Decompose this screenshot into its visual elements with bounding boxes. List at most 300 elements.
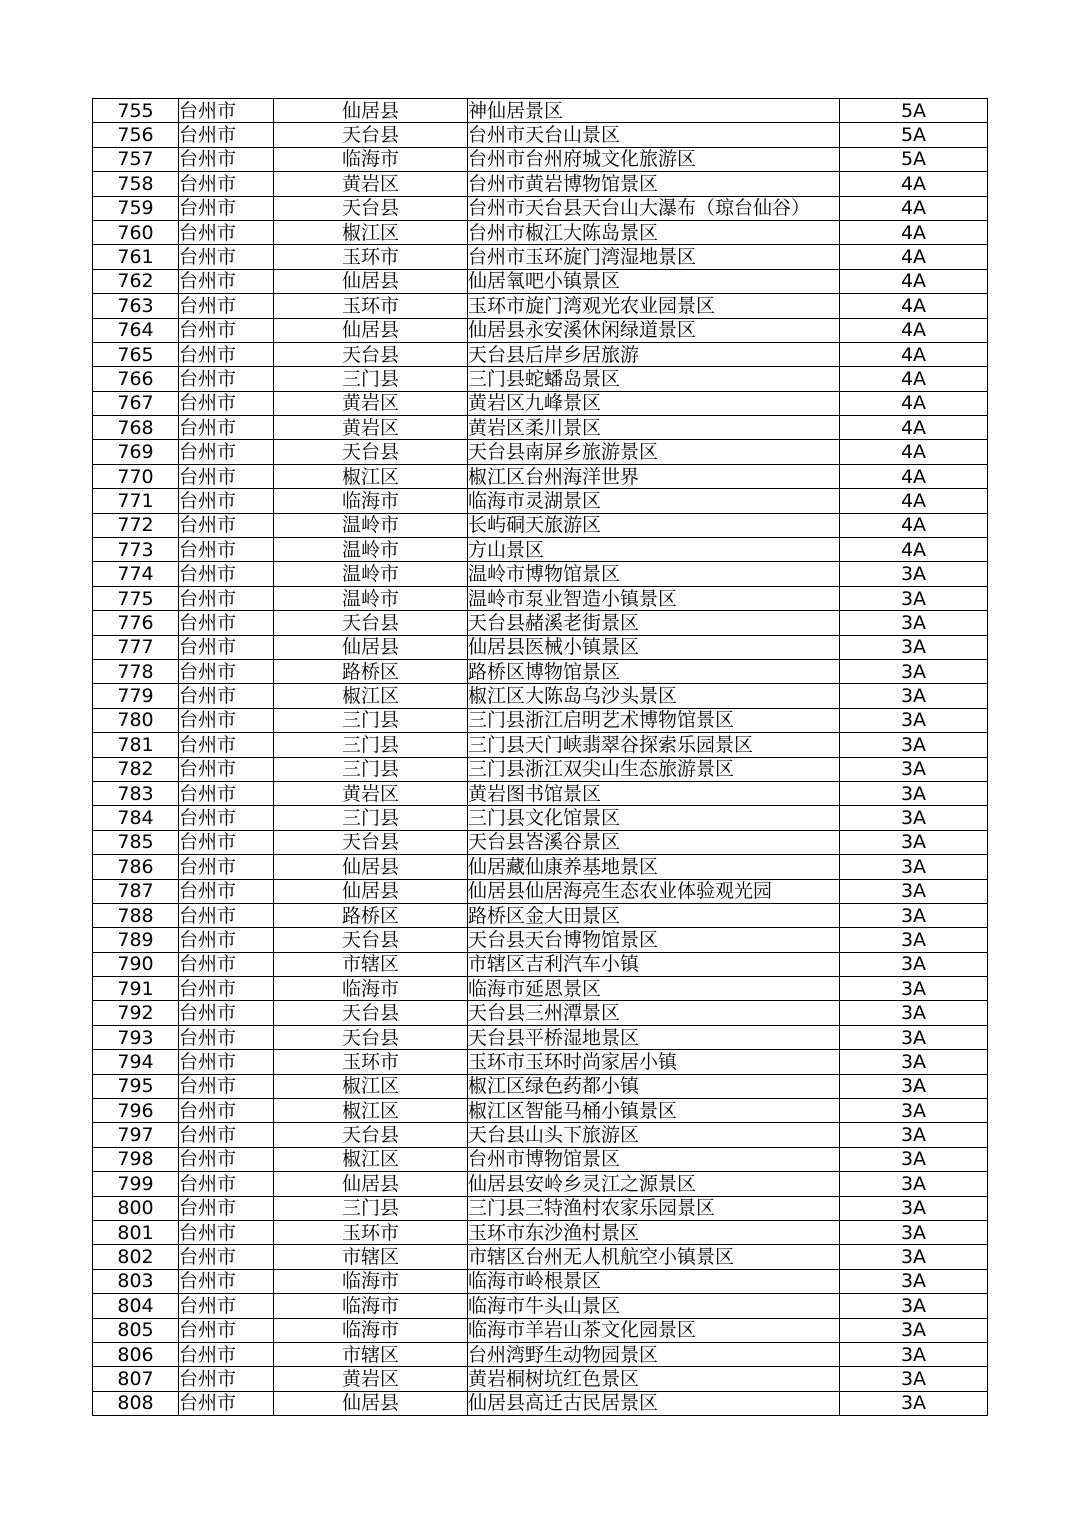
table-row [93, 123, 988, 147]
county-cell: 椒江区 [274, 464, 468, 488]
city-cell: 台州市 [179, 99, 274, 123]
scenic-name-cell: 临海市灵湖景区 [468, 489, 840, 513]
scenic-name-cell: 天台县南屏乡旅游景区 [468, 440, 840, 464]
scenic-name-cell: 黄岩桐树坑红色景区 [468, 1367, 840, 1391]
city-cell: 台州市 [179, 123, 274, 147]
row-number-cell: 798 [93, 1147, 179, 1171]
scenic-name-cell: 台州市博物馆景区 [468, 1147, 840, 1171]
county-cell: 黄岩区 [274, 416, 468, 440]
city-cell: 台州市 [179, 196, 274, 220]
scenic-name-cell: 仙居县安岭乡灵江之源景区 [468, 1172, 840, 1196]
county-cell: 临海市 [274, 1269, 468, 1293]
grade-cell: 3A [840, 1245, 988, 1269]
scenic-name-cell: 台州市天台县天台山大瀑布（琼台仙谷） [468, 196, 840, 220]
row-number-cell: 755 [93, 99, 179, 123]
table-row [93, 611, 988, 635]
table-row [93, 1172, 988, 1196]
grade-cell: 4A [840, 513, 988, 537]
row-number-cell: 777 [93, 635, 179, 659]
grade-cell: 5A [840, 99, 988, 123]
row-number-cell: 764 [93, 318, 179, 342]
city-cell: 台州市 [179, 1318, 274, 1342]
scenic-name-cell: 黄岩图书馆景区 [468, 781, 840, 805]
grade-cell: 3A [840, 977, 988, 1001]
county-cell: 天台县 [274, 1001, 468, 1025]
county-cell: 临海市 [274, 147, 468, 171]
county-cell: 玉环市 [274, 1050, 468, 1074]
row-number-cell: 788 [93, 903, 179, 927]
grade-cell: 3A [840, 635, 988, 659]
grade-cell: 3A [840, 855, 988, 879]
grade-cell: 4A [840, 367, 988, 391]
county-cell: 天台县 [274, 830, 468, 854]
table-row [93, 1391, 988, 1415]
city-cell: 台州市 [179, 1074, 274, 1098]
row-number-cell: 804 [93, 1294, 179, 1318]
city-cell: 台州市 [179, 757, 274, 781]
city-cell: 台州市 [179, 342, 274, 366]
scenic-name-cell: 天台县平桥湿地景区 [468, 1025, 840, 1049]
row-number-cell: 808 [93, 1391, 179, 1415]
scenic-name-cell: 方山景区 [468, 538, 840, 562]
grade-cell: 3A [840, 1220, 988, 1244]
city-cell: 台州市 [179, 538, 274, 562]
scenic-name-cell: 温岭市泵业智造小镇景区 [468, 586, 840, 610]
scenic-name-cell: 温岭市博物馆景区 [468, 562, 840, 586]
row-number-cell: 793 [93, 1025, 179, 1049]
county-cell: 三门县 [274, 806, 468, 830]
grade-cell: 4A [840, 464, 988, 488]
table-row [93, 196, 988, 220]
grade-cell: 4A [840, 318, 988, 342]
city-cell: 台州市 [179, 489, 274, 513]
county-cell: 玉环市 [274, 294, 468, 318]
table-row [93, 147, 988, 171]
row-number-cell: 797 [93, 1123, 179, 1147]
scenic-name-cell: 临海市岭根景区 [468, 1269, 840, 1293]
scenic-name-cell: 路桥区金大田景区 [468, 903, 840, 927]
row-number-cell: 776 [93, 611, 179, 635]
county-cell: 仙居县 [274, 99, 468, 123]
grade-cell: 3A [840, 1342, 988, 1366]
table-row [93, 757, 988, 781]
county-cell: 黄岩区 [274, 781, 468, 805]
grade-cell: 3A [840, 1074, 988, 1098]
row-number-cell: 761 [93, 245, 179, 269]
table-row [93, 903, 988, 927]
county-cell: 三门县 [274, 708, 468, 732]
grade-cell: 3A [840, 781, 988, 805]
city-cell: 台州市 [179, 806, 274, 830]
row-number-cell: 773 [93, 538, 179, 562]
grade-cell: 4A [840, 342, 988, 366]
row-number-cell: 785 [93, 830, 179, 854]
scenic-name-cell: 仙居县高迁古民居景区 [468, 1391, 840, 1415]
city-cell: 台州市 [179, 562, 274, 586]
county-cell: 玉环市 [274, 245, 468, 269]
city-cell: 台州市 [179, 1025, 274, 1049]
table-row [93, 659, 988, 683]
row-number-cell: 762 [93, 269, 179, 293]
county-cell: 椒江区 [274, 1147, 468, 1171]
grade-cell: 3A [840, 1269, 988, 1293]
scenic-area-table [92, 98, 988, 1416]
county-cell: 温岭市 [274, 538, 468, 562]
table-row [93, 1342, 988, 1366]
table-row [93, 928, 988, 952]
table-row [93, 1269, 988, 1293]
scenic-name-cell: 椒江区智能马桶小镇景区 [468, 1099, 840, 1123]
scenic-name-cell: 临海市羊岩山茶文化园景区 [468, 1318, 840, 1342]
row-number-cell: 792 [93, 1001, 179, 1025]
county-cell: 天台县 [274, 440, 468, 464]
scenic-name-cell: 椒江区大陈岛乌沙头景区 [468, 684, 840, 708]
scenic-name-cell: 仙居氧吧小镇景区 [468, 269, 840, 293]
grade-cell: 3A [840, 684, 988, 708]
table-row [93, 977, 988, 1001]
city-cell: 台州市 [179, 635, 274, 659]
table-row [93, 879, 988, 903]
grade-cell: 4A [840, 294, 988, 318]
scenic-name-cell: 玉环市东沙渔村景区 [468, 1220, 840, 1244]
table-row [93, 318, 988, 342]
grade-cell: 3A [840, 879, 988, 903]
grade-cell: 4A [840, 269, 988, 293]
grade-cell: 3A [840, 586, 988, 610]
grade-cell: 3A [840, 611, 988, 635]
table-row [93, 781, 988, 805]
city-cell: 台州市 [179, 1196, 274, 1220]
county-cell: 黄岩区 [274, 391, 468, 415]
county-cell: 椒江区 [274, 1099, 468, 1123]
grade-cell: 4A [840, 416, 988, 440]
row-number-cell: 756 [93, 123, 179, 147]
county-cell: 天台县 [274, 611, 468, 635]
scenic-name-cell: 天台县三州潭景区 [468, 1001, 840, 1025]
row-number-cell: 779 [93, 684, 179, 708]
row-number-cell: 802 [93, 1245, 179, 1269]
county-cell: 天台县 [274, 196, 468, 220]
table-row [93, 1001, 988, 1025]
city-cell: 台州市 [179, 1147, 274, 1171]
table-row [93, 1245, 988, 1269]
county-cell: 路桥区 [274, 659, 468, 683]
city-cell: 台州市 [179, 294, 274, 318]
row-number-cell: 769 [93, 440, 179, 464]
grade-cell: 3A [840, 1294, 988, 1318]
county-cell: 路桥区 [274, 903, 468, 927]
scenic-name-cell: 天台县赭溪老街景区 [468, 611, 840, 635]
grade-cell: 3A [840, 562, 988, 586]
grade-cell: 4A [840, 220, 988, 244]
city-cell: 台州市 [179, 659, 274, 683]
city-cell: 台州市 [179, 1050, 274, 1074]
table-row [93, 220, 988, 244]
table-row [93, 830, 988, 854]
table-row [93, 806, 988, 830]
table-row [93, 367, 988, 391]
row-number-cell: 768 [93, 416, 179, 440]
row-number-cell: 763 [93, 294, 179, 318]
scenic-name-cell: 台州市台州府城文化旅游区 [468, 147, 840, 171]
row-number-cell: 795 [93, 1074, 179, 1098]
scenic-name-cell: 三门县蛇蟠岛景区 [468, 367, 840, 391]
city-cell: 台州市 [179, 1269, 274, 1293]
row-number-cell: 781 [93, 733, 179, 757]
city-cell: 台州市 [179, 440, 274, 464]
row-number-cell: 786 [93, 855, 179, 879]
table-row [93, 513, 988, 537]
grade-cell: 3A [840, 757, 988, 781]
scenic-name-cell: 市辖区吉利汽车小镇 [468, 952, 840, 976]
grade-cell: 3A [840, 1196, 988, 1220]
county-cell: 天台县 [274, 1025, 468, 1049]
grade-cell: 3A [840, 1123, 988, 1147]
table-row [93, 294, 988, 318]
grade-cell: 3A [840, 1050, 988, 1074]
grade-cell: 3A [840, 806, 988, 830]
scenic-name-cell: 三门县浙江双尖山生态旅游景区 [468, 757, 840, 781]
city-cell: 台州市 [179, 416, 274, 440]
city-cell: 台州市 [179, 513, 274, 537]
scenic-name-cell: 三门县三特渔村农家乐园景区 [468, 1196, 840, 1220]
grade-cell: 3A [840, 708, 988, 732]
city-cell: 台州市 [179, 318, 274, 342]
table-row [93, 1318, 988, 1342]
scenic-name-cell: 临海市牛头山景区 [468, 1294, 840, 1318]
row-number-cell: 770 [93, 464, 179, 488]
row-number-cell: 799 [93, 1172, 179, 1196]
city-cell: 台州市 [179, 269, 274, 293]
county-cell: 温岭市 [274, 562, 468, 586]
table-row [93, 1025, 988, 1049]
row-number-cell: 790 [93, 952, 179, 976]
scenic-name-cell: 台州市玉环旋门湾湿地景区 [468, 245, 840, 269]
table-row [93, 1050, 988, 1074]
row-number-cell: 765 [93, 342, 179, 366]
city-cell: 台州市 [179, 1001, 274, 1025]
county-cell: 天台县 [274, 342, 468, 366]
table-row [93, 855, 988, 879]
grade-cell: 3A [840, 1001, 988, 1025]
row-number-cell: 787 [93, 879, 179, 903]
table-row [93, 733, 988, 757]
table-row [93, 391, 988, 415]
city-cell: 台州市 [179, 1294, 274, 1318]
table-row [93, 440, 988, 464]
county-cell: 三门县 [274, 757, 468, 781]
table-row [93, 1367, 988, 1391]
table-row [93, 172, 988, 196]
table-row [93, 538, 988, 562]
county-cell: 黄岩区 [274, 172, 468, 196]
scenic-name-cell: 仙居藏仙康养基地景区 [468, 855, 840, 879]
grade-cell: 4A [840, 489, 988, 513]
row-number-cell: 807 [93, 1367, 179, 1391]
row-number-cell: 774 [93, 562, 179, 586]
scenic-name-cell: 玉环市玉环时尚家居小镇 [468, 1050, 840, 1074]
city-cell: 台州市 [179, 1172, 274, 1196]
scenic-name-cell: 长屿硐天旅游区 [468, 513, 840, 537]
county-cell: 三门县 [274, 733, 468, 757]
county-cell: 仙居县 [274, 855, 468, 879]
county-cell: 临海市 [274, 1294, 468, 1318]
county-cell: 温岭市 [274, 586, 468, 610]
table-row [93, 1147, 988, 1171]
grade-cell: 3A [840, 1391, 988, 1415]
row-number-cell: 767 [93, 391, 179, 415]
county-cell: 天台县 [274, 928, 468, 952]
grade-cell: 3A [840, 1367, 988, 1391]
city-cell: 台州市 [179, 464, 274, 488]
row-number-cell: 780 [93, 708, 179, 732]
scenic-name-cell: 台州市天台山景区 [468, 123, 840, 147]
county-cell: 临海市 [274, 977, 468, 1001]
city-cell: 台州市 [179, 1245, 274, 1269]
county-cell: 市辖区 [274, 1245, 468, 1269]
city-cell: 台州市 [179, 855, 274, 879]
grade-cell: 3A [840, 1172, 988, 1196]
grade-cell: 3A [840, 952, 988, 976]
table-row [93, 1196, 988, 1220]
city-cell: 台州市 [179, 1220, 274, 1244]
grade-cell: 3A [840, 659, 988, 683]
city-cell: 台州市 [179, 611, 274, 635]
row-number-cell: 801 [93, 1220, 179, 1244]
row-number-cell: 771 [93, 489, 179, 513]
city-cell: 台州市 [179, 684, 274, 708]
row-number-cell: 758 [93, 172, 179, 196]
row-number-cell: 759 [93, 196, 179, 220]
city-cell: 台州市 [179, 1099, 274, 1123]
county-cell: 椒江区 [274, 684, 468, 708]
row-number-cell: 778 [93, 659, 179, 683]
scenic-name-cell: 仙居县永安溪休闲绿道景区 [468, 318, 840, 342]
row-number-cell: 791 [93, 977, 179, 1001]
county-cell: 三门县 [274, 367, 468, 391]
scenic-name-cell: 三门县浙江启明艺术博物馆景区 [468, 708, 840, 732]
row-number-cell: 794 [93, 1050, 179, 1074]
table-row [93, 952, 988, 976]
table-row [93, 489, 988, 513]
table-row [93, 1220, 988, 1244]
table-row [93, 635, 988, 659]
grade-cell: 5A [840, 147, 988, 171]
grade-cell: 3A [840, 830, 988, 854]
row-number-cell: 789 [93, 928, 179, 952]
row-number-cell: 766 [93, 367, 179, 391]
scenic-name-cell: 天台县山头下旅游区 [468, 1123, 840, 1147]
city-cell: 台州市 [179, 708, 274, 732]
scenic-name-cell: 天台县天台博物馆景区 [468, 928, 840, 952]
scenic-name-cell: 台州市黄岩博物馆景区 [468, 172, 840, 196]
scenic-name-cell: 天台县后岸乡居旅游 [468, 342, 840, 366]
scenic-name-cell: 椒江区绿色药都小镇 [468, 1074, 840, 1098]
scenic-name-cell: 玉环市旋门湾观光农业园景区 [468, 294, 840, 318]
table-row [93, 684, 988, 708]
county-cell: 黄岩区 [274, 1367, 468, 1391]
county-cell: 市辖区 [274, 952, 468, 976]
city-cell: 台州市 [179, 1367, 274, 1391]
row-number-cell: 757 [93, 147, 179, 171]
row-number-cell: 775 [93, 586, 179, 610]
row-number-cell: 772 [93, 513, 179, 537]
city-cell: 台州市 [179, 830, 274, 854]
scenic-name-cell: 黄岩区九峰景区 [468, 391, 840, 415]
city-cell: 台州市 [179, 220, 274, 244]
county-cell: 椒江区 [274, 1074, 468, 1098]
county-cell: 临海市 [274, 1318, 468, 1342]
city-cell: 台州市 [179, 172, 274, 196]
grade-cell: 4A [840, 538, 988, 562]
city-cell: 台州市 [179, 1391, 274, 1415]
city-cell: 台州市 [179, 367, 274, 391]
county-cell: 仙居县 [274, 879, 468, 903]
table-row [93, 416, 988, 440]
grade-cell: 4A [840, 245, 988, 269]
row-number-cell: 782 [93, 757, 179, 781]
table-row [93, 99, 988, 123]
county-cell: 仙居县 [274, 318, 468, 342]
table-row [93, 586, 988, 610]
table-row [93, 269, 988, 293]
scenic-name-cell: 神仙居景区 [468, 99, 840, 123]
county-cell: 椒江区 [274, 220, 468, 244]
grade-cell: 5A [840, 123, 988, 147]
city-cell: 台州市 [179, 952, 274, 976]
grade-cell: 3A [840, 733, 988, 757]
county-cell: 仙居县 [274, 1172, 468, 1196]
scenic-name-cell: 三门县天门峡翡翠谷探索乐园景区 [468, 733, 840, 757]
county-cell: 仙居县 [274, 269, 468, 293]
table-row [93, 245, 988, 269]
table-row [93, 708, 988, 732]
row-number-cell: 803 [93, 1269, 179, 1293]
city-cell: 台州市 [179, 245, 274, 269]
scenic-name-cell: 三门县文化馆景区 [468, 806, 840, 830]
county-cell: 市辖区 [274, 1342, 468, 1366]
county-cell: 临海市 [274, 489, 468, 513]
grade-cell: 3A [840, 1147, 988, 1171]
row-number-cell: 800 [93, 1196, 179, 1220]
county-cell: 仙居县 [274, 1391, 468, 1415]
row-number-cell: 805 [93, 1318, 179, 1342]
scenic-name-cell: 台州湾野生动物园景区 [468, 1342, 840, 1366]
grade-cell: 4A [840, 196, 988, 220]
row-number-cell: 784 [93, 806, 179, 830]
grade-cell: 4A [840, 440, 988, 464]
grade-cell: 4A [840, 172, 988, 196]
city-cell: 台州市 [179, 391, 274, 415]
scenic-name-cell: 黄岩区柔川景区 [468, 416, 840, 440]
row-number-cell: 783 [93, 781, 179, 805]
county-cell: 玉环市 [274, 1220, 468, 1244]
grade-cell: 3A [840, 1025, 988, 1049]
table-row [93, 464, 988, 488]
county-cell: 天台县 [274, 1123, 468, 1147]
scenic-name-cell: 椒江区台州海洋世界 [468, 464, 840, 488]
grade-cell: 3A [840, 1099, 988, 1123]
county-cell: 温岭市 [274, 513, 468, 537]
table-row [93, 1099, 988, 1123]
table-row [93, 562, 988, 586]
table-row [93, 1294, 988, 1318]
grade-cell: 3A [840, 903, 988, 927]
scenic-name-cell: 天台县峇溪谷景区 [468, 830, 840, 854]
scenic-name-cell: 市辖区台州无人机航空小镇景区 [468, 1245, 840, 1269]
city-cell: 台州市 [179, 879, 274, 903]
city-cell: 台州市 [179, 733, 274, 757]
